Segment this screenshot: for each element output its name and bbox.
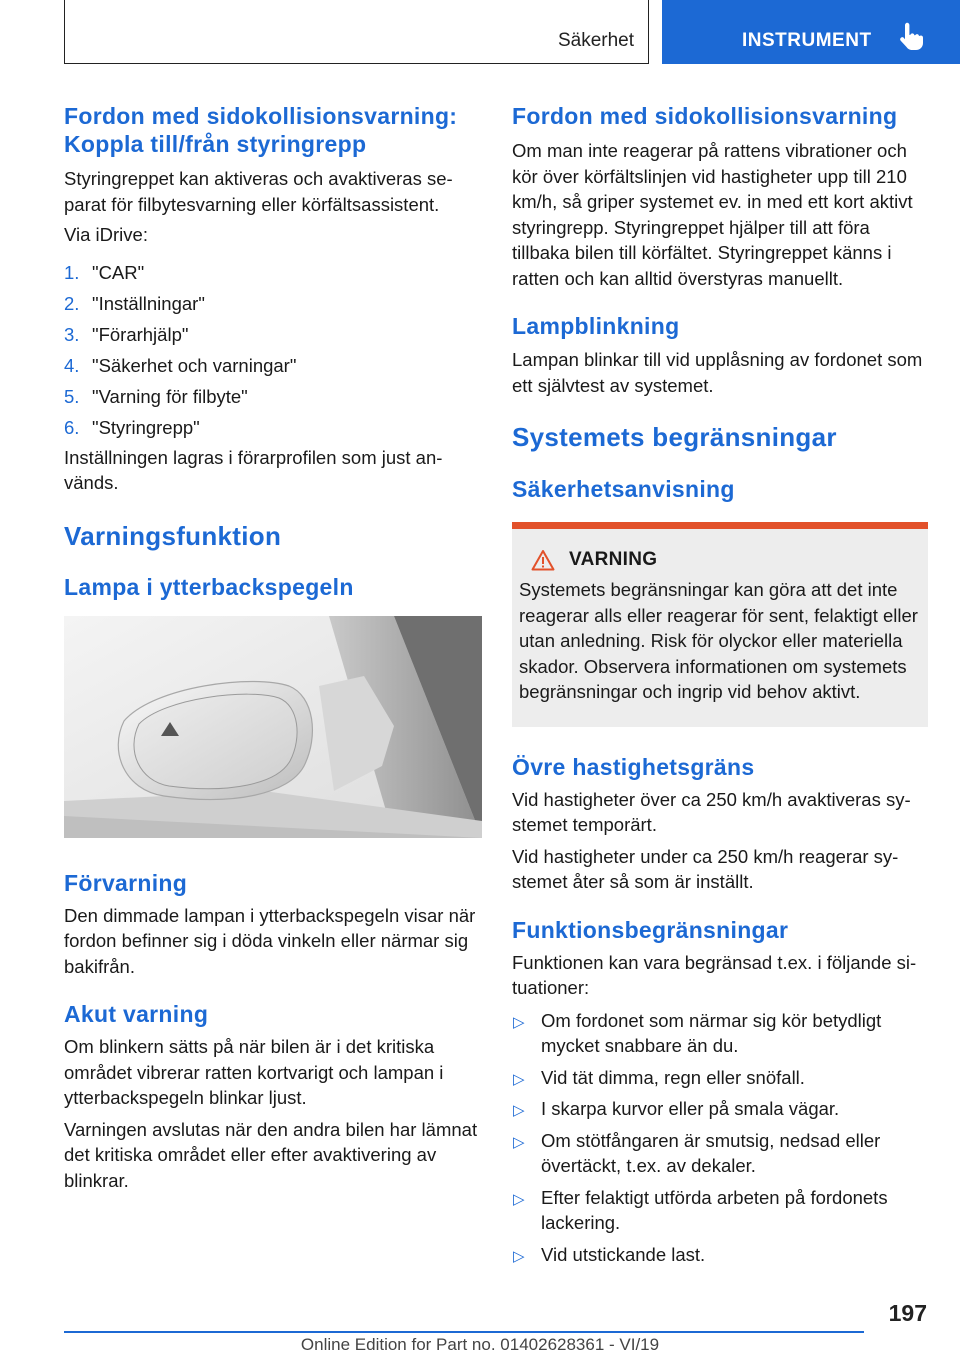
limitations-list: [512, 1008, 928, 1268]
paragraph-funktion: Funktionen kan vara begränsad t.ex. i följande situationer:: [512, 951, 917, 998]
triangle-bullet-icon: ▷: [513, 1013, 525, 1031]
list-item: [512, 1242, 928, 1268]
step-text: "Styringrepp": [92, 416, 200, 438]
header-tab-label: INSTRUMENT: [742, 30, 872, 51]
bullet-text: Vid utstickande last.: [541, 1243, 706, 1265]
warning-header: [531, 549, 918, 571]
footer-divider: [64, 1331, 864, 1333]
paragraph-sido-coupling: Styringreppet kan aktiveras och avaktiveras separat för filbytesvarning eller körfältsassistent.: [64, 168, 453, 215]
paragraph-forvarning: Den dimmade lampan i ytterbackspegeln visar när fordon befinner sig i döda vinkeln eller närmar sig bakifrån.: [64, 904, 476, 977]
idrive-steps-list: [64, 260, 482, 441]
right-column: [512, 100, 928, 1273]
left-column: [64, 100, 482, 1193]
step-text: "CAR": [92, 261, 145, 283]
step-number: 2.: [64, 292, 80, 314]
step-number: 5.: [64, 385, 80, 407]
heading-sidokollision: Fordon med sidokollisionsvarning: [512, 103, 898, 129]
footer-edition-text: Online Edition for Part no. 01402628361 - VI/19: [300, 1335, 660, 1354]
pointing-hand-icon: [896, 22, 926, 52]
list-item: [512, 1128, 928, 1179]
step-text: "Inställningar": [92, 292, 205, 314]
heading-funktionsbegransningar: Funktionsbegränsningar: [512, 916, 789, 943]
list-item: [64, 415, 482, 441]
list-item: [512, 1096, 928, 1122]
heading-systemets-begransningar: Systemets begränsningar: [512, 422, 837, 452]
triangle-bullet-icon: ▷: [513, 1102, 525, 1119]
mirror-illustration: [64, 616, 482, 838]
triangle-bullet-icon: ▷: [513, 1070, 525, 1088]
step-text: "Varning för filbyte": [92, 385, 248, 407]
heading-varningsfunktion: Varningsfunktion: [64, 520, 282, 551]
paragraph-lampblinkning: Lampan blinkar till vid upplåsning av fordonet som ett självtest av systemet.: [512, 349, 923, 396]
header-section-box: [64, 0, 649, 64]
paragraph-via-idrive: Via iDrive:: [64, 224, 148, 245]
list-item: [64, 260, 482, 286]
step-text: "Säkerhet och varningar": [92, 354, 297, 376]
page-number: 197: [888, 1300, 927, 1326]
list-item: [64, 384, 482, 410]
paragraph-akut-2: Varningen avslutas när den andra bilen har lämnat det kritiska området eller efter avaktivering av blinkrar.: [64, 1118, 478, 1191]
triangle-bullet-icon: ▷: [513, 1247, 525, 1265]
header-tab-instrument[interactable]: [662, 0, 960, 64]
step-number: 4.: [64, 354, 80, 376]
mirror-image: [64, 616, 482, 838]
heading-ovre-hastighetsgrans: Övre hastighetsgräns: [512, 753, 755, 780]
step-number: 3.: [64, 323, 80, 345]
paragraph-ovre-1: Vid hastigheter över ca 250 km/h avaktiveras systemet temporärt.: [512, 788, 911, 835]
bullet-text: I skarpa kurvor eller på smala vägar.: [541, 1098, 840, 1119]
heading-lampblinkning: Lampblinkning: [512, 313, 680, 339]
warning-triangle-icon: [531, 549, 555, 571]
paragraph-setting-saved: Inställningen lagras i förarprofilen som just används.: [64, 446, 443, 493]
triangle-bullet-icon: ▷: [513, 1133, 525, 1151]
warning-title: VARNING: [569, 549, 658, 570]
warning-text: Systemets begränsningar kan göra att det inte reagerar alls eller reagerar för sent, felaktigt eller utan anledning. Risk för olyckor eller materiella skador. Observera informationen om systemets begränsningar och ingrip vid behov aktivt.: [519, 579, 918, 702]
heading-sakerhetsanvisning: Säkerhetsanvisning: [512, 476, 735, 502]
list-item: [64, 291, 482, 317]
heading-forvarning: Förvarning: [64, 869, 188, 896]
header-section-title: Säkerhet: [557, 30, 634, 51]
bullet-text: Om stötfångaren är smutsig, nedsad eller övertäckt, t.ex. av dekaler.: [541, 1129, 881, 1176]
triangle-bullet-icon: ▷: [513, 1190, 525, 1208]
heading-akut-varning: Akut varning: [64, 1001, 209, 1027]
list-item: [512, 1185, 928, 1236]
step-number: 1.: [64, 261, 80, 283]
list-item: [64, 353, 482, 379]
step-number: 6.: [64, 416, 80, 438]
bullet-text: Om fordonet som närmar sig kör betydligt mycket snabbare än du.: [541, 1009, 882, 1056]
bullet-text: Efter felaktigt utförda arbeten på fordonets lackering.: [541, 1186, 888, 1233]
step-text: "Förarhjälp": [92, 323, 189, 345]
heading-lampa-ytterbackspegeln: Lampa i ytterbackspegeln: [64, 573, 354, 600]
footer-edition: [0, 1335, 960, 1355]
list-item: [512, 1008, 928, 1059]
heading-sido-coupling: Fordon med sidokollisionsvarning: Koppla till/från styringrepp: [64, 103, 458, 157]
paragraph-ovre-2: Vid hastigheter under ca 250 km/h reagerar systemet åter så som är inställt.: [512, 845, 899, 892]
bullet-text: Vid tät dimma, regn eller snöfall.: [541, 1066, 805, 1088]
paragraph-akut-1: Om blinkern sätts på när bilen är i det kritiska området vibrerar ratten kortvarigt och lampan i ytterbackspegeln blinkar ljust.: [64, 1036, 444, 1108]
list-item: [64, 322, 482, 348]
paragraph-sidokollision: Om man inte reagerar på rattens vibrationer och kör över körfältslinjen vid hastigheter upp till 210 km/h, så griper systemet ev. in med ett kort aktivt styringrepp. Styringreppet hjälper till att föra tillbaka bilen till körfältet. Styringreppet känns i ratten och kan alltid överstyras manuellt.: [512, 140, 913, 289]
warning-box: [512, 522, 928, 727]
list-item: [512, 1065, 928, 1091]
